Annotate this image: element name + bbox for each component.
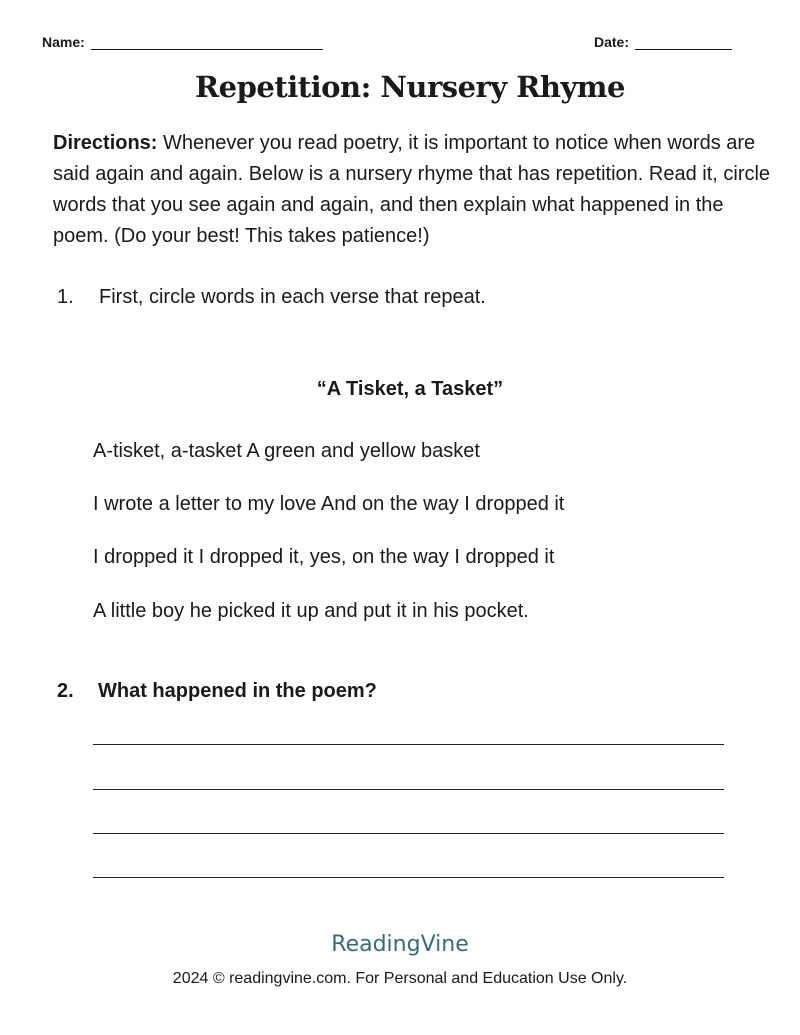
answer-line-2[interactable] [93,789,724,790]
footer-copyright: 2024 © readingvine.com. For Personal and Education Use Only. [172,970,628,987]
date-field[interactable] [594,34,732,50]
date-label: Date: [594,34,630,50]
directions-paragraph [53,128,773,252]
answer-line-1[interactable] [93,744,724,745]
name-label: Name: [42,34,85,50]
directions-label: Directions: [53,132,158,154]
answer-line-3[interactable] [93,833,724,834]
poem-verse-1[interactable]: A-tisket, a-tasket A green and yellow basket [93,440,480,462]
question-2-number: 2. [57,680,74,702]
answer-line-4[interactable] [93,877,724,878]
question-1-text: First, circle words in each verse that repeat. [99,286,486,308]
brand-logo: ReadingVine [331,932,469,957]
date-blank-line[interactable] [635,37,732,50]
page-title: Repetition: Nursery Rhyme [195,70,625,104]
question-1-number: 1. [57,286,74,308]
name-field[interactable] [42,34,323,50]
poem-verse-3[interactable]: I dropped it I dropped it, yes, on the way I dropped it [93,546,555,568]
name-blank-line[interactable] [91,37,323,50]
poem-verse-2[interactable]: I wrote a letter to my love And on the way I dropped it [93,493,565,515]
poem-verse-4[interactable]: A little boy he picked it up and put it in his pocket. [93,600,529,622]
question-2 [57,680,377,703]
directions-text: Whenever you read poetry, it is important to notice when words are said again and again. Below is a nursery rhyme that has repetition. Read it, circle words that you see again and again, and then explain what happened in the poem. (Do your best! This takes patience!) [53,132,771,247]
question-2-text: What happened in the poem? [98,680,377,702]
question-1 [57,286,486,309]
poem-title: “A Tisket, a Tasket” [316,378,504,400]
